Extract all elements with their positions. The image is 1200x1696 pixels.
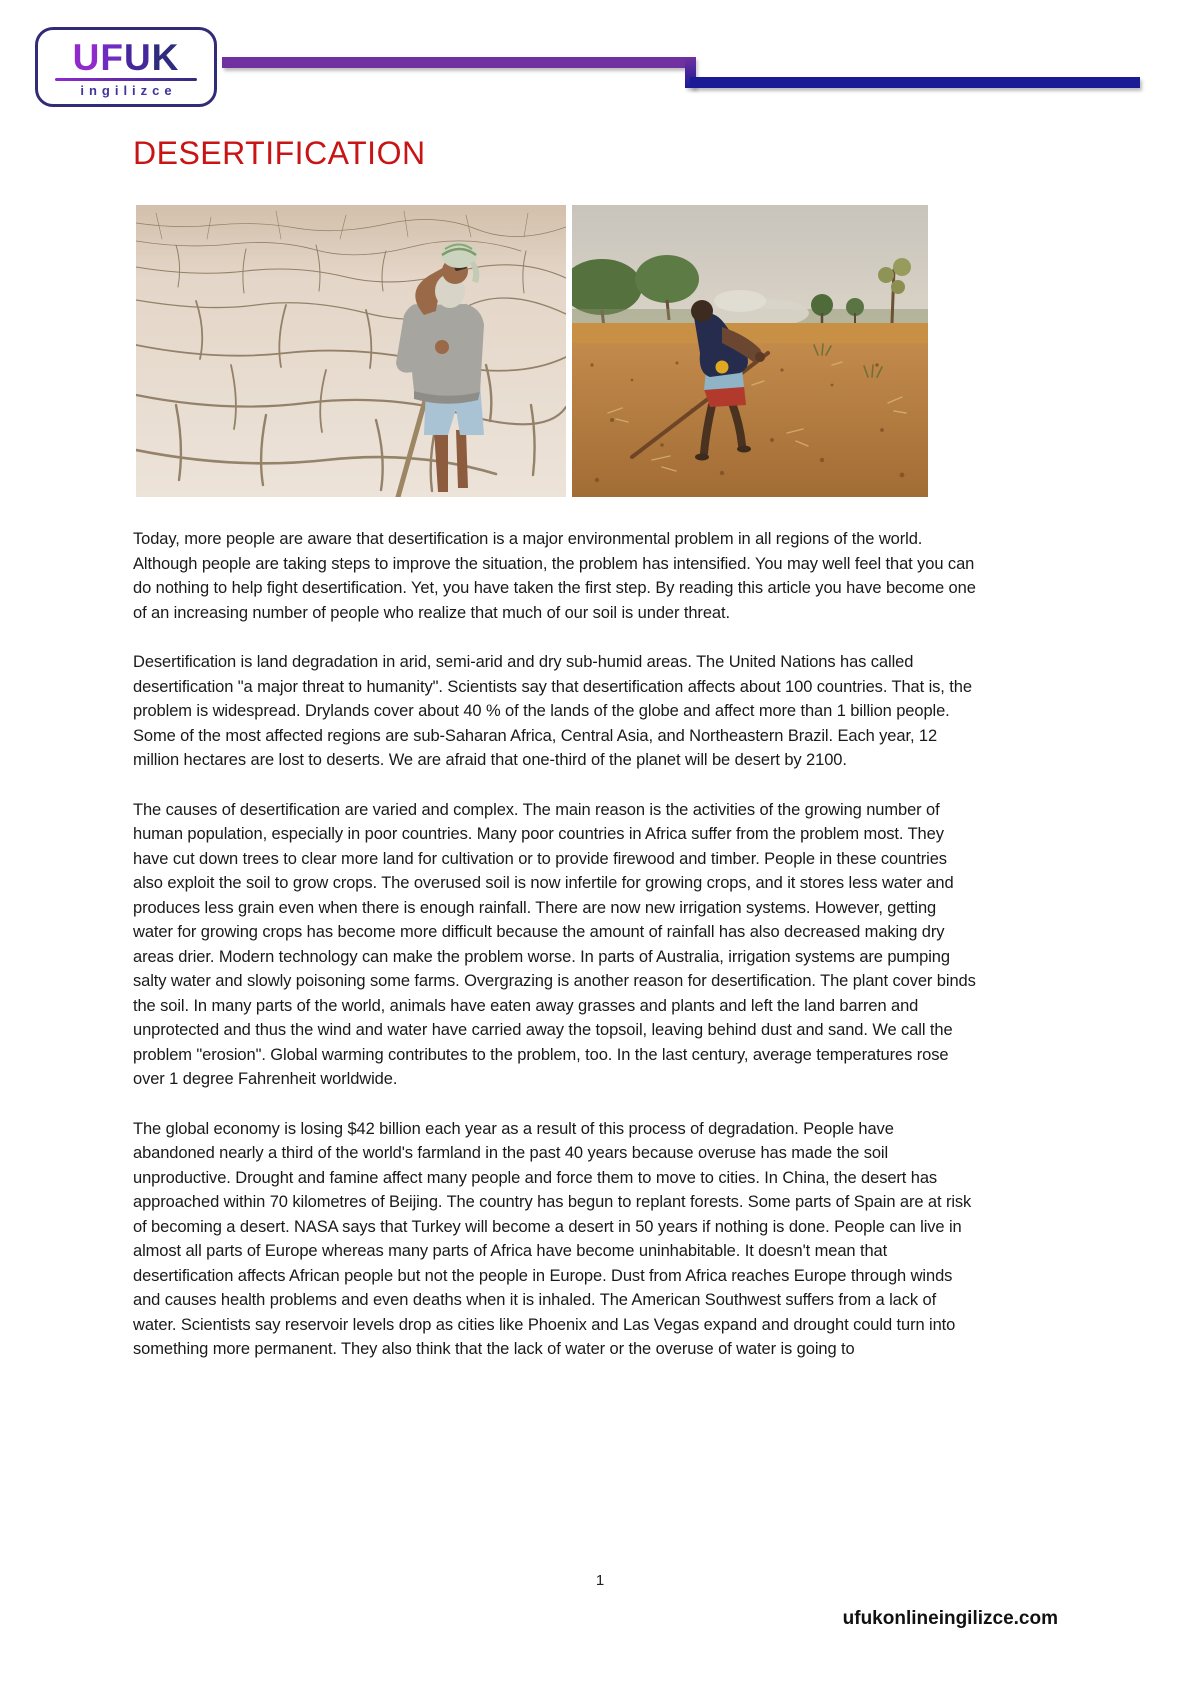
photo-cracked-earth — [136, 205, 566, 497]
photo-row — [136, 205, 978, 497]
footer-site-url: ufukonlineingilizce.com — [842, 1608, 1058, 1629]
hand — [755, 352, 765, 362]
paragraph-1: Today, more people are aware that desertification is a major environmental problem in all regions of the world. Although people are taking steps to improve the situation, the problem has intensified. You may well feel that you can do nothing to help fight desertification. Yet, you have taken the first step. By reading this article you have become one of an increasing number of people who realize that much of our soil is under threat. — [133, 530, 976, 622]
logo-brand-text: UFUK — [72, 37, 180, 78]
header-bar-blue — [690, 77, 1140, 88]
paragraph-3: The causes of desertification are varied and complex. The main reason is the activities of the growing number of human population, especially in poor countries. Many poor countries in Africa suffer from the problem most. They have cut down trees to clear more land for cultivation or to provide firewood and timber. People in these countries also exploit the soil to grow crops. The overused soil is now infertile for growing crops, and it stores less water and produces less grain even when there is enough rainfall. There are now new irrigation systems. However, getting water for growing crops has become more difficult because the amount of rainfall has also decreased making dry areas drier. Modern technology can make the problem worse. In parts of Australia, irrigation systems are pumping salty water and slowly poisoning some farms. Overgrazing is another reason for desertification. The plant cover binds the soil. In many parts of the world, animals have eaten away grasses and plants and left the land barren and unprotected and thus the wind and water have carried away the topsoil, leaving behind dust and sand. We call the problem "erosion". Global warming contributes to the problem, too. In the last century, average temperatures rose over 1 degree Fahrenheit worldwide. — [133, 800, 976, 1088]
ufuk-logo — [35, 27, 217, 107]
paragraph-4: The global economy is losing $42 billion each year as a result of this process of degradation. People have abandoned nearly a third of the world's farmland in the past 40 years because overuse has made the soil unproductive. Drought and famine affect many people and force them to move to cities. In China, the desert has approached within 70 kilometres of Beijing. The country has begun to replant forests. Some parts of Spain are at risk of becoming a desert. NASA says that Turkey will become a desert in 50 years if nothing is done. People can live in almost all parts of Europe whereas many parts of Africa have become uninhabitable. It doesn't mean that desertification affects African people but not the people in Europe. Dust from Africa reaches Europe through winds and causes health problems and even deaths when it is inhaled. The American Southwest suffers from a lack of water. Scientists say reservoir levels drop as cities like Phoenix and Las Vegas expand and drought could turn into something more permanent. They also think that the lack of water or the overuse of water is going to — [133, 1119, 972, 1358]
logo-underline — [55, 78, 197, 81]
hand-on-staff — [435, 340, 449, 354]
paragraph-2: Desertification is land degradation in arid, semi-arid and dry sub-humid areas. The United Nations has called desertification "a major threat to humanity". Scientists say that desertification affects about 100 countries. That is, the problem is widespread. Drylands cover about 40 % of the lands of the globe and affect more than 1 billion people. Some of the most affected regions are sub-Saharan Africa, Central Asia, and Northeastern Brazil. Each year, 12 million hectares are lost to deserts. We are afraid that one-third of the planet will be desert by 2100. — [133, 653, 972, 769]
page-number: 1 — [595, 1572, 605, 1589]
page-title: DESERTIFICATION — [133, 135, 426, 171]
yellow-cup — [716, 361, 729, 374]
header-bar-purple — [222, 57, 685, 68]
head — [691, 300, 713, 322]
article — [133, 137, 978, 1387]
photo-farmer-field — [572, 205, 928, 497]
logo-subtitle-text: ingilizce — [80, 83, 177, 98]
